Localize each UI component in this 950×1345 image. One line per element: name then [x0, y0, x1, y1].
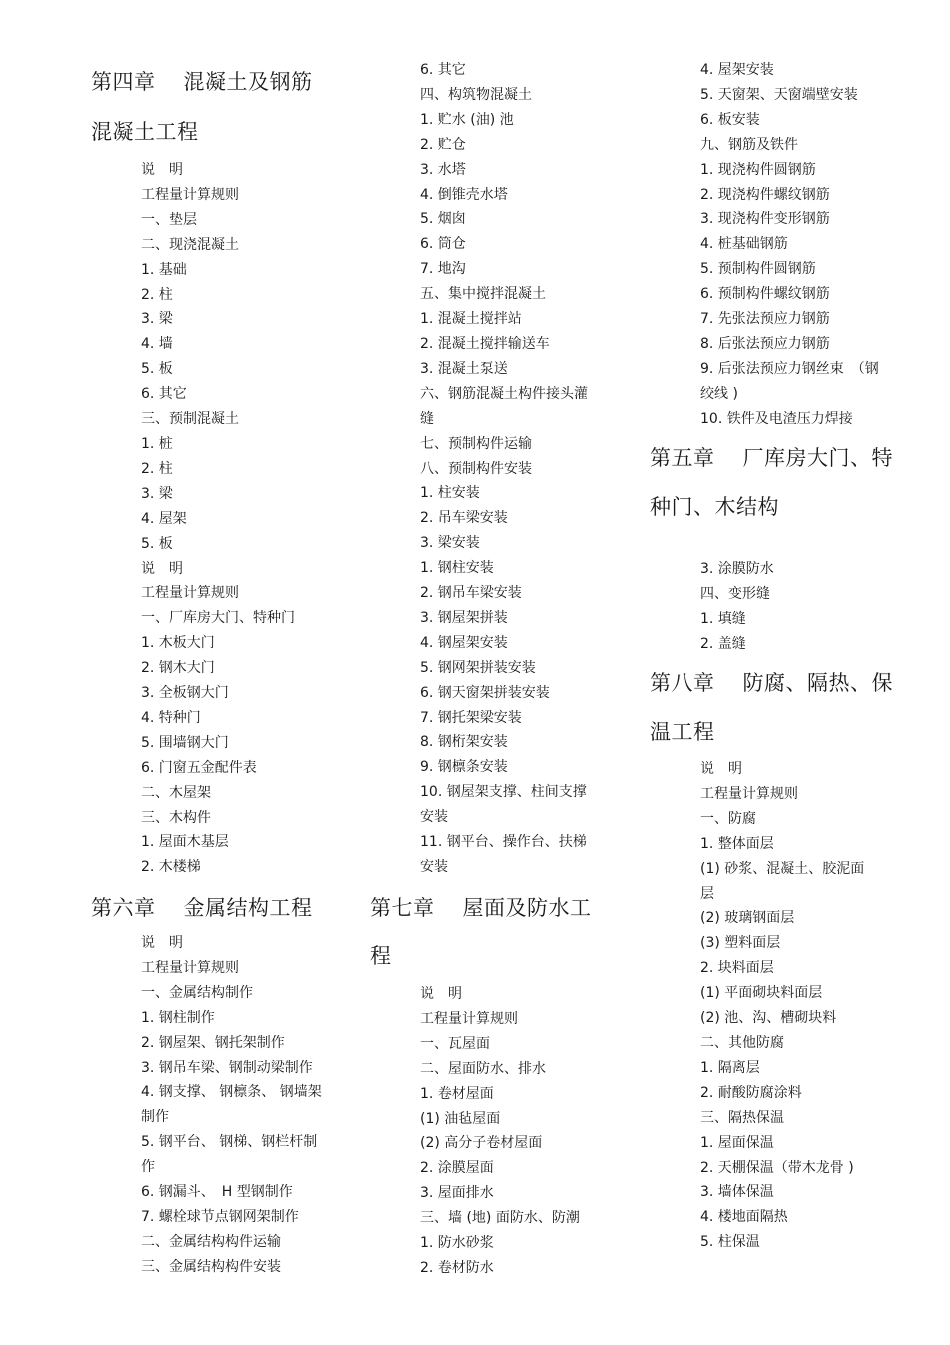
- chapter8-heading-line2: 温工程: [650, 720, 715, 744]
- list-item: 4. 钢屋架安装: [420, 634, 508, 651]
- list-item: 5. 天窗架、天窗端壁安装: [700, 86, 858, 103]
- chapter6-title: 金属结构工程: [183, 896, 313, 920]
- list-item: 2. 钢吊车梁安装: [420, 585, 522, 602]
- chapter7-heading-line1: [370, 896, 592, 921]
- list-item: 1. 柱安装: [420, 485, 480, 502]
- list-item: 3. 涂膜防水: [700, 561, 774, 577]
- chapter4-heading-line2: 混凝土工程: [91, 120, 199, 144]
- list-item: 3. 梁: [141, 311, 173, 328]
- list-item: 二、木屋架: [141, 784, 211, 801]
- list-item: 2. 木楼梯: [141, 859, 201, 876]
- list-item: 3. 全板钢大门: [141, 685, 229, 702]
- list-item: (1) 油毡屋面: [420, 1110, 501, 1127]
- list-item: 3. 墙体保温: [700, 1184, 774, 1201]
- list-item: 作: [141, 1159, 155, 1176]
- list-item: 一、金属结构制作: [141, 984, 253, 1001]
- list-item: 7. 钢托架梁安装: [420, 709, 522, 726]
- list-item: 工程量计算规则: [700, 785, 798, 802]
- list-item: (1) 砂浆、混凝土、胶泥面: [700, 860, 865, 877]
- list-item: 说 明: [141, 560, 183, 577]
- list-item: 1. 卷材屋面: [420, 1085, 494, 1102]
- list-item: 4. 钢支撑、 钢檩条、 钢墙架: [141, 1084, 322, 1101]
- list-item: 6. 预制构件螺纹钢筋: [700, 286, 830, 303]
- list-item: 2. 钢屋架、钢托架制作: [141, 1034, 285, 1051]
- list-item: 2. 贮仓: [420, 136, 466, 153]
- list-item: 一、瓦屋面: [420, 1035, 490, 1052]
- list-item: 说 明: [700, 761, 742, 777]
- list-item: 5. 预制构件圆钢筋: [700, 261, 816, 278]
- list-item: 九、钢筋及铁件: [700, 136, 798, 153]
- list-item: 四、变形缝: [700, 585, 770, 602]
- list-item: 4. 屋架安装: [700, 62, 774, 78]
- column3-toc-list-b: [700, 557, 905, 657]
- list-item: 1. 钢柱制作: [141, 1009, 215, 1026]
- list-item: 8. 后张法预应力钢筋: [700, 335, 830, 352]
- chapter5-heading-line1: [650, 446, 893, 471]
- list-item: 6. 钢天窗架拼装安装: [420, 684, 550, 701]
- list-item: 1. 木板大门: [141, 635, 215, 652]
- list-item: 4. 特种门: [141, 709, 201, 726]
- list-item: 4. 屋架: [141, 510, 187, 527]
- list-item: 2. 盖缝: [700, 635, 746, 652]
- list-item: 2. 柱: [141, 460, 173, 477]
- list-item: 1. 填缝: [700, 610, 746, 627]
- chapter5-number: 第五章: [650, 446, 715, 470]
- chapter8-title-part1: 防腐、隔热、保: [742, 671, 893, 695]
- column2-toc-list: [420, 58, 620, 880]
- list-item: 1. 屋面保温: [700, 1134, 774, 1151]
- list-item: 2. 耐酸防腐涂料: [700, 1084, 802, 1101]
- list-item: (2) 玻璃钢面层: [700, 910, 795, 927]
- list-item: 5. 钢网架拼装安装: [420, 659, 536, 676]
- list-item: 4. 倒锥壳水塔: [420, 186, 508, 203]
- chapter4-title-part1: 混凝土及钢筋: [183, 70, 313, 94]
- list-item: 安装: [420, 859, 448, 875]
- list-item: 4. 墙: [141, 336, 173, 353]
- list-item: 4. 楼地面隔热: [700, 1209, 788, 1226]
- list-item: 7. 地沟: [420, 261, 466, 278]
- list-item: 1. 屋面木基层: [141, 834, 229, 851]
- list-item: 6. 筒仓: [420, 236, 466, 253]
- chapter8-number: 第八章: [650, 671, 715, 695]
- list-item: 3. 钢吊车梁、钢制动梁制作: [141, 1059, 313, 1076]
- list-item: 六、钢筋混凝土构件接头灌: [420, 385, 588, 402]
- list-item: (1) 平面砌块料面层: [700, 985, 823, 1002]
- list-item: 6. 钢漏斗、 H 型钢制作: [141, 1184, 293, 1201]
- list-item: 说 明: [141, 935, 183, 951]
- list-item: 9. 钢檩条安装: [420, 759, 508, 776]
- list-item: 二、现浇混凝土: [141, 236, 239, 253]
- list-item: 四、构筑物混凝土: [420, 86, 532, 103]
- list-item: 2. 卷材防水: [420, 1259, 494, 1276]
- list-item: 工程量计算规则: [141, 186, 239, 203]
- list-item: 说 明: [420, 986, 462, 1002]
- list-item: 2. 钢木大门: [141, 660, 215, 677]
- list-item: 3. 屋面排水: [420, 1185, 494, 1202]
- list-item: 一、防腐: [700, 810, 756, 827]
- list-item: 1. 现浇构件圆钢筋: [700, 161, 816, 178]
- list-item: 2. 柱: [141, 286, 173, 303]
- list-item: 安装: [420, 809, 448, 826]
- list-item: 1. 防水砂浆: [420, 1235, 494, 1252]
- chapter5-heading-line2: 种门、木结构: [650, 495, 779, 519]
- list-item: 2. 混凝土搅拌输送车: [420, 335, 550, 352]
- list-item: 1. 桩: [141, 435, 173, 452]
- list-item: 三、隔热保温: [700, 1109, 784, 1126]
- chapter7-heading-line2: 程: [370, 944, 392, 968]
- list-item: 3. 现浇构件变形钢筋: [700, 211, 830, 228]
- list-item: 9. 后张法预应力钢丝束 （钢: [700, 360, 879, 377]
- list-item: 缝: [420, 410, 434, 427]
- list-item: 制作: [141, 1109, 169, 1126]
- chapter6-number: 第六章: [91, 896, 156, 920]
- list-item: (2) 高分子卷材屋面: [420, 1135, 543, 1152]
- list-item: 11. 钢平台、操作台、扶梯: [420, 834, 587, 851]
- list-item: 二、其他防腐: [700, 1034, 784, 1051]
- list-item: 三、金属结构构件安装: [141, 1258, 281, 1275]
- list-item: 6. 其它: [141, 386, 187, 403]
- list-item: 说 明: [141, 162, 183, 178]
- list-item: 工程量计算规则: [420, 1010, 518, 1027]
- list-item: 7. 先张法预应力钢筋: [700, 311, 830, 328]
- list-item: 1. 整体面层: [700, 835, 774, 852]
- list-item: 三、预制混凝土: [141, 411, 239, 428]
- list-item: 2. 天棚保温（带木龙骨 ): [700, 1159, 854, 1176]
- list-item: 5. 板: [141, 361, 173, 378]
- list-item: 绞线 ): [700, 385, 738, 402]
- list-item: (2) 池、沟、槽砌块料: [700, 1010, 837, 1027]
- list-item: 3. 钢屋架拼装: [420, 609, 508, 626]
- list-item: 2. 吊车梁安装: [420, 510, 508, 527]
- list-item: 三、木构件: [141, 809, 211, 826]
- chapter6-toc-list: [141, 931, 341, 1280]
- list-item: 3. 水塔: [420, 161, 466, 178]
- list-item: 工程量计算规则: [141, 585, 239, 602]
- list-item: 5. 柱保温: [700, 1234, 760, 1251]
- list-item: 8. 钢桁架安装: [420, 734, 508, 751]
- list-item: 层: [700, 885, 714, 902]
- list-item: 3. 梁: [141, 485, 173, 502]
- chapter7-toc-list: [420, 982, 620, 1281]
- chapter4-heading-line1: [91, 70, 313, 95]
- list-item: 1. 隔离层: [700, 1059, 760, 1076]
- chapter4-toc-list: [141, 158, 341, 880]
- list-item: 工程量计算规则: [141, 959, 239, 976]
- list-item: 八、预制构件安装: [420, 460, 532, 477]
- list-item: 2. 块料面层: [700, 960, 774, 977]
- list-item: 4. 桩基础钢筋: [700, 236, 788, 253]
- list-item: 3. 梁安装: [420, 535, 480, 552]
- list-item: 二、屋面防水、排水: [420, 1060, 546, 1077]
- list-item: 五、集中搅拌混凝土: [420, 286, 546, 303]
- list-item: 1. 贮水 (油) 池: [420, 111, 514, 128]
- list-item: 2. 涂膜屋面: [420, 1160, 494, 1177]
- list-item: 5. 钢平台、 钢梯、钢栏杆制: [141, 1134, 318, 1151]
- list-item: 七、预制构件运输: [420, 435, 532, 452]
- chapter7-number: 第七章: [370, 896, 435, 920]
- list-item: 6. 其它: [420, 62, 466, 78]
- list-item: 二、金属结构构件运输: [141, 1233, 281, 1250]
- chapter8-toc-list: [700, 757, 905, 1255]
- list-item: 7. 螺栓球节点钢网架制作: [141, 1208, 299, 1225]
- list-item: 10. 铁件及电渣压力焊接: [700, 410, 853, 427]
- list-item: 2. 现浇构件螺纹钢筋: [700, 186, 830, 203]
- list-item: 3. 混凝土泵送: [420, 360, 508, 377]
- list-item: 5. 烟囱: [420, 211, 466, 228]
- list-item: 6. 板安装: [700, 111, 760, 128]
- list-item: 1. 混凝土搅拌站: [420, 311, 522, 328]
- chapter8-heading-line1: [650, 671, 893, 696]
- column3-toc-list: [700, 58, 905, 432]
- list-item: 6. 门窗五金配件表: [141, 759, 257, 776]
- list-item: 10. 钢屋架支撑、柱间支撑: [420, 784, 587, 801]
- list-item: 5. 围墙钢大门: [141, 734, 229, 751]
- list-item: 5. 板: [141, 535, 173, 552]
- list-item: 1. 钢柱安装: [420, 560, 494, 577]
- list-item: 一、厂库房大门、特种门: [141, 610, 295, 627]
- chapter6-heading: [91, 896, 313, 921]
- list-item: (3) 塑料面层: [700, 935, 781, 952]
- list-item: 一、垫层: [141, 211, 197, 228]
- list-item: 三、墙 (地) 面防水、防潮: [420, 1210, 580, 1227]
- chapter4-number: 第四章: [91, 70, 156, 94]
- chapter5-title-part1: 厂库房大门、特: [742, 446, 893, 470]
- list-item: 1. 基础: [141, 261, 187, 278]
- chapter7-title-part1: 屋面及防水工: [462, 896, 592, 920]
